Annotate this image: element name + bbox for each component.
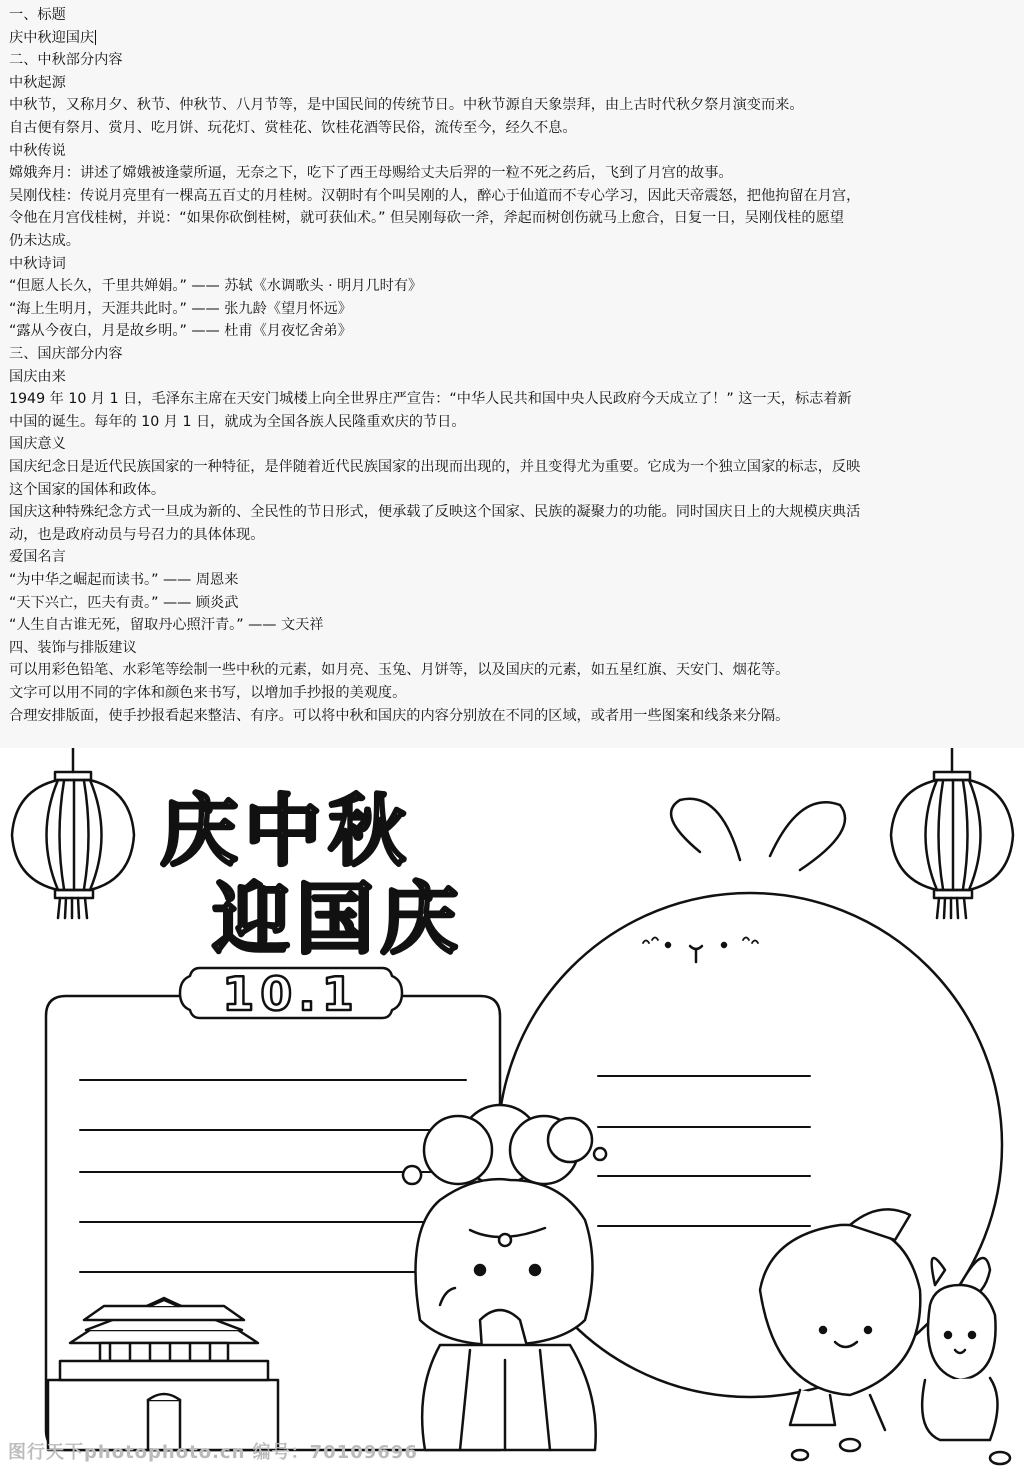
document-line: 国庆意义 [9, 436, 66, 453]
document-line: 动，也是政府动员与号召力的具体体现。 [9, 526, 265, 543]
date-badge-text: 10.1 [222, 967, 360, 1021]
document-line: 仍未达成。 [9, 233, 80, 249]
document-line: “海上生明月，天涯共此时。” —— 张九龄《望月怀远》 [9, 300, 352, 317]
text-cursor [95, 30, 96, 45]
document-line: 爱国名言 [9, 549, 66, 566]
document-line: 吴刚伐桂：传说月亮里有一棵高五百丈的月桂树。汉朝时有个叫吴刚的人，醉心于仙道而不专心学习，因此天帝震怒，把他拘留在月宫， [9, 187, 861, 204]
document-line: “天下兴亡，匹夫有责。” —— 顾炎武 [9, 594, 239, 611]
document-line: 国庆这种特殊纪念方式一旦成为新的、全民性的节日形式，便承载了反映这个国家、民族的凝聚力的功能。同时国庆日上的大规模庆典活 [9, 504, 861, 521]
document-line: 庆中秋迎国庆 [9, 29, 95, 46]
document-line: 中秋起源 [9, 74, 66, 91]
document-line: 自古便有祭月、赏月、吃月饼、玩花灯、赏桂花、饮桂花酒等民俗，流传至今，经久不息。 [9, 120, 577, 136]
document-line: 一、标题 [9, 7, 66, 23]
document-line: 令他在月宫伐桂树，并说：“如果你砍倒桂树，就可获仙术。” 但吴刚每砍一斧，斧起而树创伤就马上愈合，日复一日，吴刚伐桂的愿望 [9, 210, 844, 227]
poster-title-line1: 庆中秋 [160, 787, 413, 877]
poster-title-line2: 迎国庆 [212, 875, 465, 965]
document-line: “为中华之崛起而读书。” —— 周恩来 [9, 572, 239, 588]
document-line: 三、国庆部分内容 [9, 346, 123, 362]
document-line: 嫦娥奔月：讲述了嫦娥被逢蒙所逼，无奈之下，吃下了西王母赐给丈夫后羿的一粒不死之药后，飞到了月宫的故事。 [9, 165, 733, 182]
right-lantern-icon [891, 748, 1013, 918]
document-line: “人生自古谁无死，留取丹心照汗青。” —— 文天祥 [9, 617, 324, 634]
document-line: 国庆纪念日是近代民族国家的一种特征，是伴随着近代民族国家的出现而出现的，并且变得尤为重要。它成为一个独立国家的标志，反映 [9, 459, 861, 475]
document-line: 国庆由来 [9, 368, 66, 385]
document-line: 中秋传说 [9, 142, 66, 159]
document-line: 二、中秋部分内容 [9, 52, 123, 69]
poster-drawing [0, 748, 1024, 1476]
document-line: 文字可以用不同的字体和颜色来书写，以增加手抄报的美观度。 [9, 685, 407, 701]
girl-character-icon [403, 1105, 606, 1450]
document-line: “但愿人长久，千里共婵娟。” —— 苏轼《水调歌头 · 明月几时有》 [9, 278, 423, 295]
watermark: 图行天下photophoto.cn 编号：70109696 [8, 1442, 418, 1463]
document-line: “露从今夜白，月是故乡明。” —— 杜甫《月夜忆舍弟》 [9, 323, 352, 340]
document-line: 可以用彩色铅笔、水彩笔等绘制一些中秋的元素，如月亮、玉兔、月饼等，以及国庆的元素，如五星红旗、天安门、烟花等。 [9, 662, 790, 679]
document-line: 这个国家的国体和政体。 [9, 481, 166, 498]
document-line: 中秋诗词 [9, 255, 66, 272]
document-line: 中秋节，又称月夕、秋节、仲秋节、八月节等，是中国民间的传统节日。中秋节源自天象崇拜，由上古时代秋夕祭月演变而来。 [9, 97, 804, 114]
document-line: 四、装饰与排版建议 [9, 639, 137, 656]
left-lantern-icon [12, 748, 134, 918]
mooncake-character-icon [760, 1209, 920, 1460]
document-line: 1949 年 10 月 1 日，毛泽东主席在天安门城楼上向全世界庄严宣告：“中华人民共和国中央人民政府今天成立了！” 这一天，标志着新 [9, 391, 852, 408]
document-line: 合理安排版面，使手抄报看起来整洁、有序。可以将中秋和国庆的内容分别放在不同的区域，或者用一些图案和线条来分隔。 [9, 707, 790, 724]
document-line: 中国的诞生。每年的 10 月 1 日，就成为全国各族人民隆重欢庆的节日。 [9, 413, 466, 430]
